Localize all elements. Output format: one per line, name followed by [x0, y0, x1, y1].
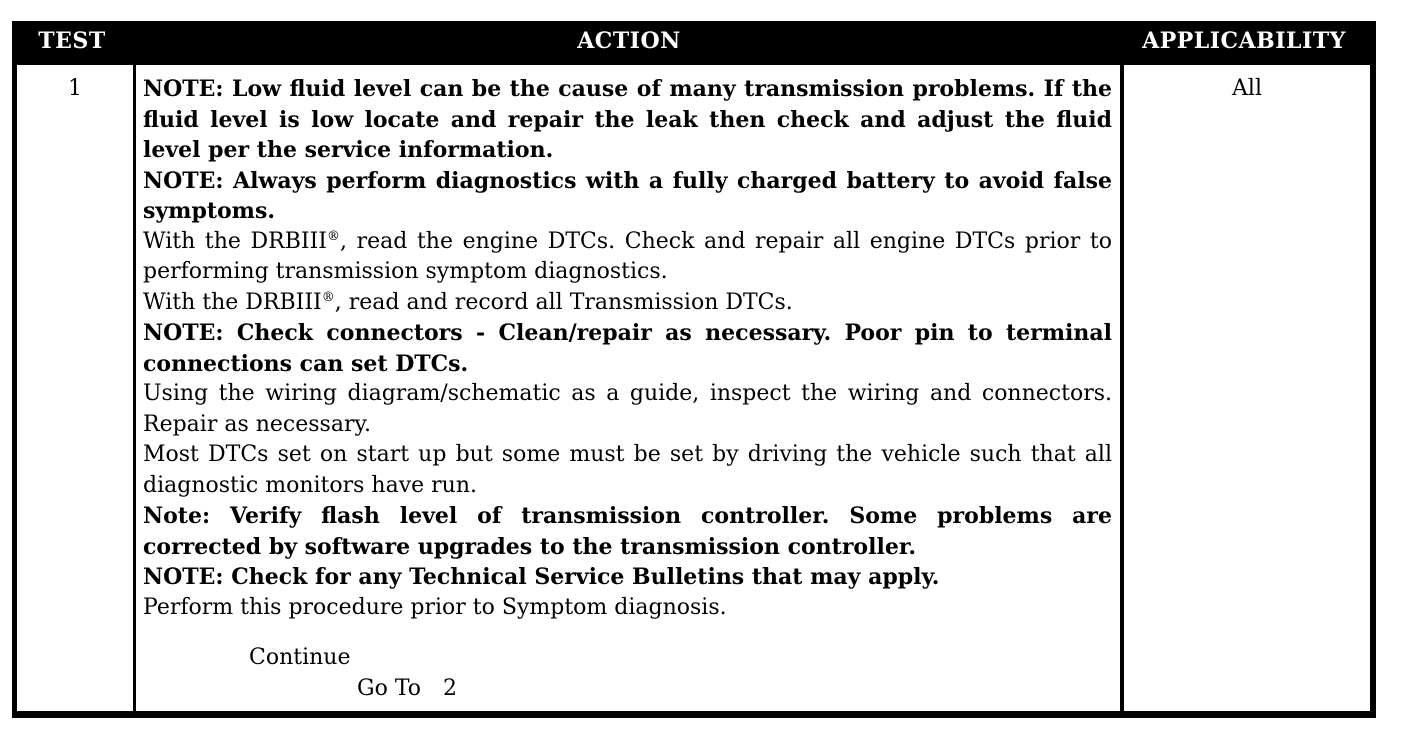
header-test: TEST — [38, 28, 106, 54]
goto-label: Go To — [357, 675, 422, 701]
registered-mark: ® — [321, 289, 335, 305]
diagnostic-table — [12, 21, 1376, 718]
step-perform-procedure: Perform this procedure prior to Symptom diagnosis. — [143, 594, 727, 620]
registered-mark: ® — [326, 228, 340, 244]
applicability-value: All — [1232, 76, 1262, 101]
continue-label: Continue — [249, 645, 351, 670]
note-tsb: NOTE: Check for any Technical Service Bulletins that may apply. — [143, 564, 940, 590]
goto-target[interactable]: 2 — [443, 675, 458, 701]
test-number: 1 — [68, 76, 82, 101]
step-inspect-wiring: Using the wiring diagram/schematic as a guide, inspect the wiring and connectors. Repair as necessary. — [143, 381, 1112, 437]
goto-line[interactable] — [143, 674, 1112, 705]
header-applicability: APPLICABILITY — [1142, 28, 1346, 54]
step-dtcs-start-up: Most DTCs set on start up but some must be set by driving the vehicle such that all diagnostic monitors have run. — [143, 442, 1112, 498]
note-connectors: NOTE: Check connectors - Clean/repair as necessary. Poor pin to terminal connections can set DTCs. — [143, 320, 1112, 377]
note-low-fluid: NOTE: Low fluid level can be the cause of many transmission problems. If the fluid level is low locate and repair the leak then check and adjust the fluid level per the service information. — [143, 76, 1112, 163]
step-read-transmission-dtcs: With the DRBIII®, read and record all Transmission DTCs. — [143, 289, 793, 315]
note-flash-level: Note: Verify flash level of transmission controller. Some problems are corrected by software upgrades to the transmission controller. — [143, 503, 1112, 560]
applicability-cell — [1124, 65, 1370, 711]
test-cell — [17, 65, 133, 711]
step-read-engine-dtcs: With the DRBIII®, read the engine DTCs. Check and repair all engine DTCs prior to performing transmission symptom diagnostics. — [143, 228, 1112, 284]
note-battery: NOTE: Always perform diagnostics with a fully charged battery to avoid false symptoms. — [143, 167, 1112, 224]
action-cell — [136, 65, 1120, 711]
header-action: ACTION — [577, 28, 681, 54]
